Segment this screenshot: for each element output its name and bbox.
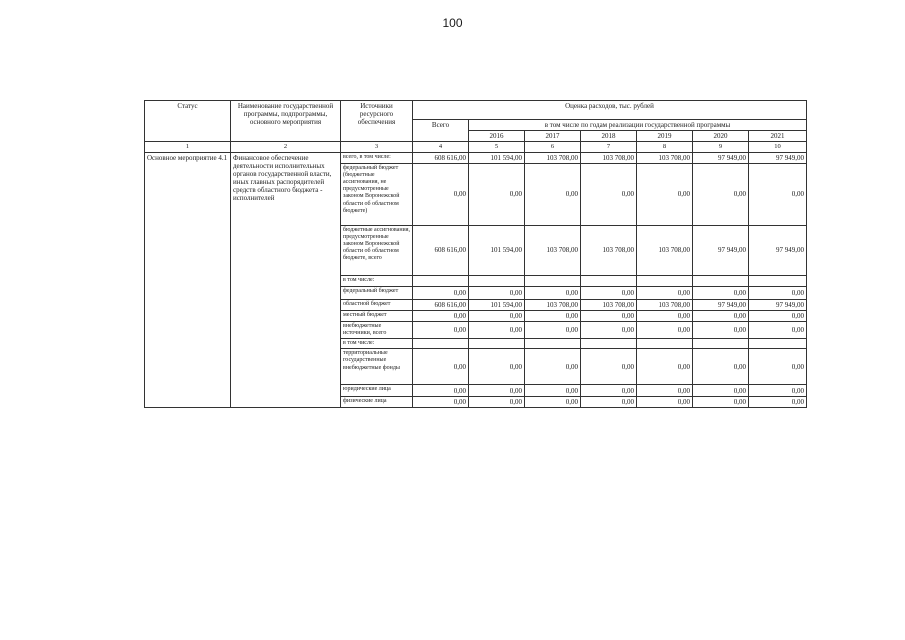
value-cell: 0,00 — [637, 321, 693, 338]
value-cell: 0,00 — [525, 385, 581, 397]
value-cell: 0,00 — [469, 349, 525, 385]
header-year: 2021 — [749, 131, 807, 142]
source-cell: областной бюджет — [341, 299, 413, 310]
value-cell: 0,00 — [581, 385, 637, 397]
value-cell: 97 949,00 — [693, 152, 749, 163]
value-cell: 0,00 — [637, 286, 693, 299]
source-cell: юридические лица — [341, 385, 413, 397]
source-cell: территориальные государственные внебюджетные фонды — [341, 349, 413, 385]
value-cell: 0,00 — [469, 397, 525, 408]
header-year: 2017 — [525, 131, 581, 142]
value-cell: 0,00 — [749, 310, 807, 321]
status-cell: Основное мероприятие 4.1 — [145, 152, 231, 408]
column-number-row — [145, 142, 807, 152]
value-cell — [637, 275, 693, 286]
value-cell: 103 708,00 — [637, 225, 693, 275]
header-year: 2018 — [581, 131, 637, 142]
value-cell: 103 708,00 — [637, 299, 693, 310]
header-sources: Источники ресурсного обеспечения — [341, 101, 413, 142]
source-cell: местный бюджет — [341, 310, 413, 321]
value-cell: 0,00 — [749, 321, 807, 338]
value-cell: 0,00 — [413, 310, 469, 321]
value-cell: 0,00 — [637, 349, 693, 385]
value-cell: 0,00 — [581, 286, 637, 299]
value-cell — [581, 339, 637, 349]
column-number: 9 — [693, 142, 749, 152]
column-number: 1 — [145, 142, 231, 152]
value-cell: 97 949,00 — [693, 299, 749, 310]
column-number: 7 — [581, 142, 637, 152]
column-number: 10 — [749, 142, 807, 152]
header-estimate: Оценка расходов, тыс. рублей — [413, 101, 807, 120]
value-cell: 0,00 — [693, 397, 749, 408]
value-cell: 0,00 — [637, 385, 693, 397]
header-name: Наименование государственной программы, подпрограммы, основного мероприятия — [231, 101, 341, 142]
value-cell: 0,00 — [581, 321, 637, 338]
value-cell — [581, 275, 637, 286]
value-cell: 0,00 — [749, 385, 807, 397]
value-cell — [749, 339, 807, 349]
value-cell — [469, 275, 525, 286]
value-cell: 0,00 — [693, 321, 749, 338]
value-cell: 0,00 — [469, 286, 525, 299]
value-cell: 0,00 — [693, 385, 749, 397]
value-cell — [637, 339, 693, 349]
value-cell: 0,00 — [469, 385, 525, 397]
value-cell: 97 949,00 — [749, 152, 807, 163]
page-number: 100 — [442, 16, 463, 30]
value-cell — [693, 339, 749, 349]
value-cell: 0,00 — [413, 286, 469, 299]
value-cell — [749, 275, 807, 286]
value-cell: 0,00 — [525, 163, 581, 225]
column-number: 6 — [525, 142, 581, 152]
value-cell: 0,00 — [693, 163, 749, 225]
value-cell — [413, 275, 469, 286]
value-cell: 97 949,00 — [693, 225, 749, 275]
value-cell: 97 949,00 — [749, 299, 807, 310]
source-cell: в том числе: — [341, 275, 413, 286]
value-cell: 0,00 — [525, 310, 581, 321]
source-cell: бюджетные ассигнования, предусмотренные законом Воронежской области об областном бюджете, всего — [341, 225, 413, 275]
header-year: 2019 — [637, 131, 693, 142]
value-cell: 0,00 — [749, 286, 807, 299]
header-by-years: в том числе по годам реализации государственной программы — [469, 120, 807, 131]
value-cell: 103 708,00 — [581, 225, 637, 275]
value-cell — [525, 339, 581, 349]
source-cell: в том числе: — [341, 339, 413, 349]
value-cell: 0,00 — [413, 349, 469, 385]
value-cell: 101 594,00 — [469, 152, 525, 163]
source-cell: физические лица — [341, 397, 413, 408]
column-number: 3 — [341, 142, 413, 152]
value-cell — [525, 275, 581, 286]
value-cell: 0,00 — [693, 349, 749, 385]
column-number: 8 — [637, 142, 693, 152]
value-cell: 0,00 — [637, 397, 693, 408]
value-cell: 0,00 — [413, 385, 469, 397]
value-cell: 97 949,00 — [749, 225, 807, 275]
value-cell: 0,00 — [469, 163, 525, 225]
value-cell: 0,00 — [413, 321, 469, 338]
value-cell: 101 594,00 — [469, 299, 525, 310]
value-cell: 0,00 — [413, 163, 469, 225]
value-cell: 0,00 — [693, 310, 749, 321]
value-cell: 608 616,00 — [413, 152, 469, 163]
value-cell: 0,00 — [469, 321, 525, 338]
value-cell: 0,00 — [413, 397, 469, 408]
value-cell: 0,00 — [525, 397, 581, 408]
header-total: Всего — [413, 120, 469, 142]
source-cell: внебюджетные источники, всего — [341, 321, 413, 338]
value-cell: 103 708,00 — [525, 152, 581, 163]
table-row — [145, 152, 807, 163]
value-cell: 0,00 — [749, 349, 807, 385]
value-cell: 0,00 — [581, 310, 637, 321]
value-cell — [693, 275, 749, 286]
value-cell: 103 708,00 — [525, 225, 581, 275]
source-cell: всего, в том числе: — [341, 152, 413, 163]
column-number: 5 — [469, 142, 525, 152]
value-cell: 608 616,00 — [413, 225, 469, 275]
column-number: 2 — [231, 142, 341, 152]
value-cell: 103 708,00 — [525, 299, 581, 310]
value-cell: 103 708,00 — [637, 152, 693, 163]
value-cell: 0,00 — [749, 397, 807, 408]
column-number: 4 — [413, 142, 469, 152]
value-cell: 0,00 — [525, 286, 581, 299]
value-cell — [469, 339, 525, 349]
value-cell: 0,00 — [525, 349, 581, 385]
value-cell: 0,00 — [749, 163, 807, 225]
header-year: 2020 — [693, 131, 749, 142]
value-cell: 101 594,00 — [469, 225, 525, 275]
header-year: 2016 — [469, 131, 525, 142]
value-cell: 0,00 — [693, 286, 749, 299]
source-cell: федеральный бюджет — [341, 286, 413, 299]
value-cell: 0,00 — [637, 310, 693, 321]
value-cell: 0,00 — [581, 397, 637, 408]
source-cell: федеральный бюджет (бюджетные ассигнования, не предусмотренные законом Воронежской области об областном бюджете) — [341, 163, 413, 225]
value-cell: 608 616,00 — [413, 299, 469, 310]
budget-table — [144, 100, 807, 408]
name-cell: Финансовое обеспечение деятельности исполнительных органов государственной власти, иных главных распорядителей средств областного бюджета - исполнителей — [231, 152, 341, 408]
value-cell: 103 708,00 — [581, 299, 637, 310]
value-cell — [413, 339, 469, 349]
value-cell: 0,00 — [637, 163, 693, 225]
value-cell: 0,00 — [525, 321, 581, 338]
value-cell: 0,00 — [581, 163, 637, 225]
value-cell: 0,00 — [469, 310, 525, 321]
header-status: Статус — [145, 101, 231, 142]
value-cell: 103 708,00 — [581, 152, 637, 163]
value-cell: 0,00 — [581, 349, 637, 385]
